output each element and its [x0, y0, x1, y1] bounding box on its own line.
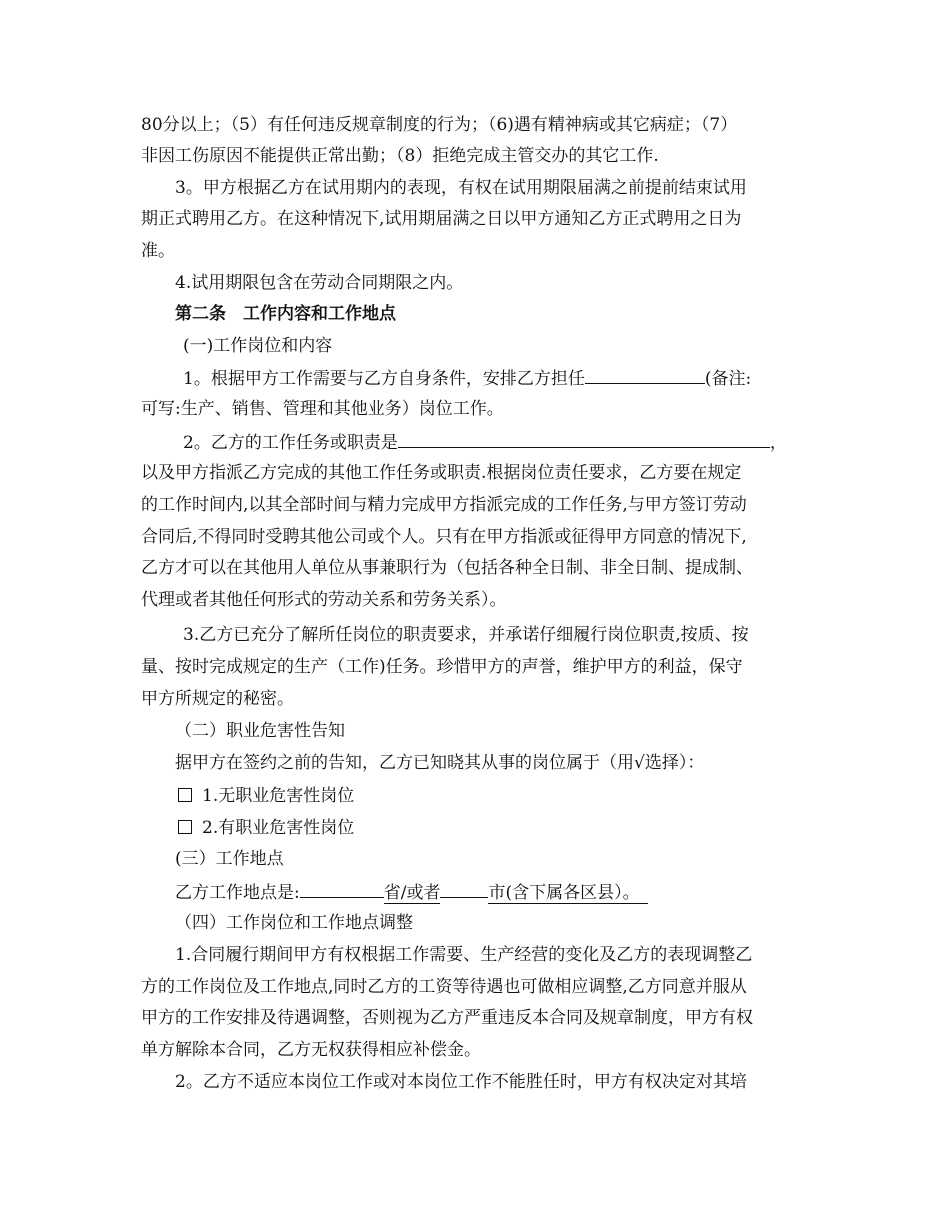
clause-text: 2。乙方的工作任务或职责是	[183, 433, 398, 453]
paragraph-line: 可写:生产、销售、管理和其他业务）岗位工作。	[141, 399, 504, 419]
clause-3-duties: 3.乙方已充分了解所任岗位的职责要求，并承诺仔细履行岗位职责,按质、按	[183, 625, 749, 645]
position-fill-blank[interactable]	[585, 363, 705, 384]
paragraph-line: 乙方才可以在其他用人单位从事兼职行为（包括各种全日制、非全日制、提成制、	[141, 558, 753, 578]
province-fill-blank[interactable]	[300, 877, 384, 898]
section-heading-2: （二）职业危害性告知	[175, 721, 345, 741]
clause-3: 3。甲方根据乙方在试用期内的表现，有权在试用期限届满之前提前结束试用	[175, 178, 747, 198]
section-heading-1: (一)工作岗位和内容	[183, 336, 333, 356]
work-location-line	[175, 877, 855, 909]
section-heading-4: （四）工作岗位和工作地点调整	[175, 913, 413, 933]
section-heading-3: (三）工作地点	[175, 849, 284, 869]
province-suffix: 省/或者	[383, 883, 441, 903]
clause-adjust-2: 2。乙方不适应本岗位工作或对本岗位工作不能胜任时，甲方有权决定对其培	[175, 1072, 747, 1092]
checkbox[interactable]	[178, 788, 192, 802]
option-no-hazard[interactable]	[178, 781, 858, 812]
clause-duties	[183, 427, 863, 459]
clause-text: 1。根据甲方工作需要与乙方自身条件，安排乙方担任	[183, 369, 585, 389]
paragraph-line: 据甲方在签约之前的告知，乙方已知晓其从事的岗位属于（用√选择）：	[175, 753, 705, 773]
option-label: 2.有职业危害性岗位	[202, 818, 355, 838]
paragraph-line: 代理或者其他任何形式的劳动关系和劳务关系）。	[141, 590, 507, 610]
paragraph-line: 量、按时完成规定的生产（工作)任务。珍惜甲方的声誉，维护甲方的利益，保守	[141, 657, 743, 677]
option-label: 1.无职业危害性岗位	[202, 786, 355, 806]
city-fill-blank[interactable]	[440, 877, 488, 898]
checkbox[interactable]	[178, 820, 192, 834]
clause-note: (备注:	[704, 369, 752, 389]
paragraph-line: 甲方的工作安排及待遇调整，否则视为乙方严重违反本合同及规章制度，甲方有权	[141, 1008, 753, 1028]
clause-4: 4.试用期限包含在劳动合同期限之内。	[175, 273, 464, 293]
option-has-hazard[interactable]	[178, 813, 858, 844]
clause-job-position	[183, 363, 863, 395]
paragraph-line: 80分以上；（5）有任何违反规章制度的行为；（6)遇有精神病或其它病症；（7）	[141, 115, 738, 135]
paragraph-line: 期正式聘用乙方。在这种情况下,试用期届满之日以甲方通知乙方正式聘用之日为	[141, 209, 742, 229]
paragraph-line: 甲方所规定的秘密。	[141, 689, 294, 709]
duties-fill-blank[interactable]	[398, 427, 770, 448]
paragraph-line: 方的工作岗位及工作地点,同时乙方的工资等待遇也可做相应调整,乙方同意并服从	[141, 977, 747, 997]
city-suffix: 市(含下属各区县）。	[488, 883, 647, 904]
paragraph-line: 准。	[141, 241, 175, 261]
article-heading: 第二条 工作内容和工作地点	[175, 304, 396, 324]
clause-punct: ，	[769, 433, 787, 453]
location-label: 乙方工作地点是:	[175, 883, 300, 903]
paragraph-line: 的工作时间内,以其全部时间与精力完成甲方指派完成的工作任务,与甲方签订劳动	[141, 495, 747, 515]
paragraph-line: 合同后,不得同时受聘其他公司或个人。只有在甲方指派或征得甲方同意的情况下,	[141, 527, 747, 547]
paragraph-line: 以及甲方指派乙方完成的其他工作任务或职责.根据岗位责任要求，乙方要在规定	[141, 463, 742, 483]
paragraph-line: 非因工伤原因不能提供正常出勤；（8）拒绝完成主管交办的其它工作.	[141, 146, 659, 166]
paragraph-line: 单方解除本合同，乙方无权获得相应补偿金。	[141, 1040, 481, 1060]
clause-adjust-1: 1.合同履行期间甲方有权根据工作需要、生产经营的变化及乙方的表现调整乙	[175, 945, 753, 965]
